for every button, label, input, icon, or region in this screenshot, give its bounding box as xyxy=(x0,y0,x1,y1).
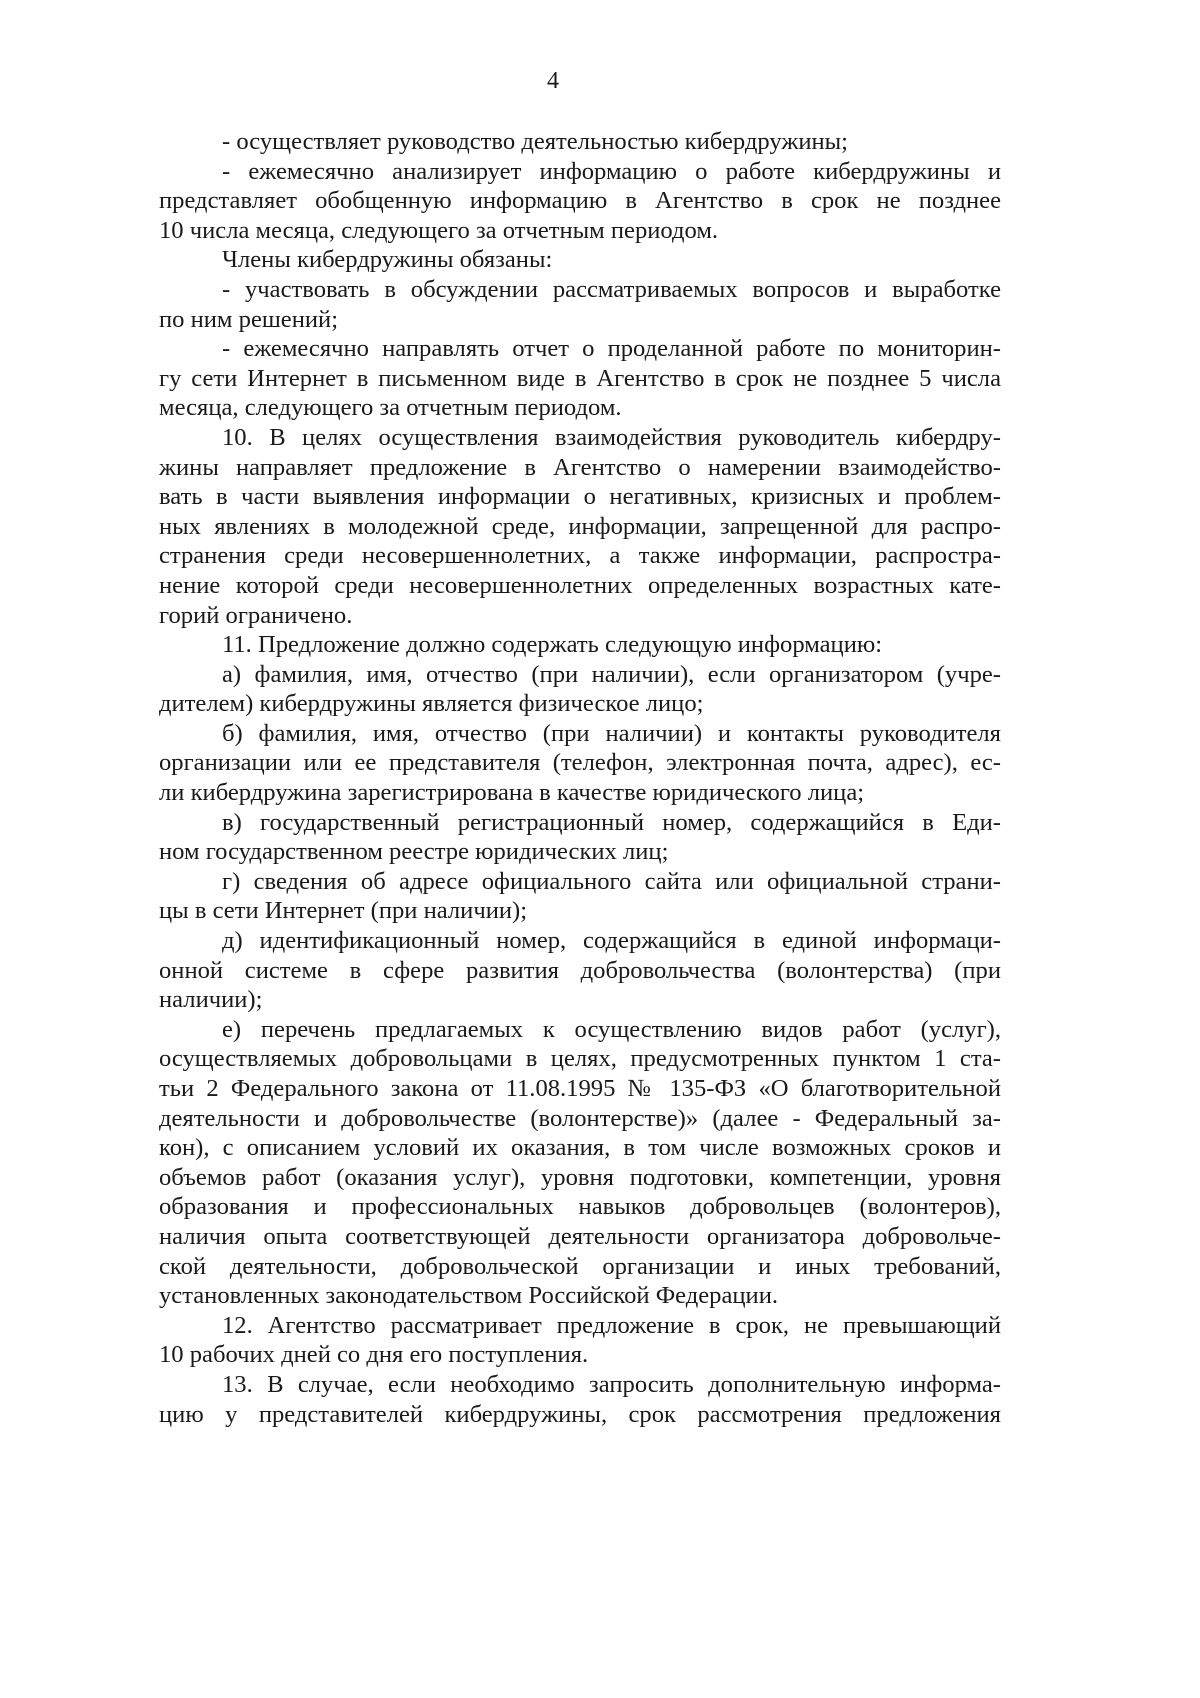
text-line: онной системе в сфере развития добровольчества (волонтерства) (при xyxy=(159,956,1001,984)
paragraph xyxy=(159,275,1001,334)
text-line: дителем) кибердружины является физическое лицо; xyxy=(159,690,704,718)
text-line: ской деятельности, добровольческой организации и иных требований, xyxy=(159,1252,1001,1280)
text-line: 11. Предложение должно содержать следующую информацию: xyxy=(222,631,883,659)
text-line: установленных законодательством Российской Федерации. xyxy=(159,1282,779,1310)
text-line: - осуществляет руководство деятельностью кибердружины; xyxy=(222,128,848,155)
paragraph xyxy=(159,127,1001,157)
paragraph xyxy=(159,1015,1001,1311)
text-line: 10 рабочих дней со дня его поступления. xyxy=(159,1341,589,1369)
text-line: г) сведения об адресе официального сайта или официальной страни- xyxy=(222,867,1001,895)
text-line: образования и профессиональных навыков добровольцев (волонтеров), xyxy=(159,1193,1001,1221)
paragraph xyxy=(159,157,1001,246)
paragraph xyxy=(159,1311,1001,1370)
paragraph xyxy=(159,808,1001,867)
paragraph xyxy=(159,926,1001,1015)
paragraph xyxy=(159,867,1001,926)
text-line: 10. В целях осуществления взаимодействия руководитель кибердру- xyxy=(222,423,1001,451)
text-line: д) идентификационный номер, содержащийся в единой информаци- xyxy=(222,927,1001,955)
text-line: организации или ее представителя (телефон, электронная почта, адрес), ес- xyxy=(159,749,1001,777)
text-line: странения среди несовершеннолетних, а также информации, распростра- xyxy=(159,542,1001,570)
page-number: 4 xyxy=(547,68,559,94)
text-line: представляет обобщенную информацию в Агентство в срок не позднее xyxy=(159,187,1001,215)
paragraph xyxy=(159,423,1001,630)
paragraph xyxy=(159,334,1001,423)
text-line: горий ограничено. xyxy=(159,601,353,629)
text-line: 12. Агентство рассматривает предложение в срок, не превышающий xyxy=(222,1311,1001,1339)
text-line: вать в части выявления информации о негативных, кризисных и проблем- xyxy=(159,483,1001,511)
text-line: ли кибердружина зарегистрирована в качестве юридического лица; xyxy=(159,779,865,807)
text-line: е) перечень предлагаемых к осуществлению видов работ (услуг), xyxy=(222,1015,1001,1043)
document-body xyxy=(159,127,1001,1429)
text-line: тьи 2 Федерального закона от 11.08.1995 № 135-ФЗ «О благотворительной xyxy=(159,1075,1001,1102)
text-line: месяца, следующего за отчетным периодом. xyxy=(159,394,622,422)
paragraph xyxy=(159,719,1001,808)
text-line: объемов работ (оказания услуг), уровня подготовки, компетенции, уровня xyxy=(159,1163,1001,1191)
text-line: жины направляет предложение в Агентство о намерении взаимодейство- xyxy=(159,453,1001,481)
paragraph xyxy=(159,245,1001,275)
paragraph xyxy=(159,660,1001,719)
paragraph xyxy=(159,1370,1001,1429)
text-line: 10 числа месяца, следующего за отчетным периодом. xyxy=(159,216,719,244)
text-line: - ежемесячно анализирует информацию о работе кибердружины и xyxy=(222,157,1001,185)
text-line: по ним решений; xyxy=(159,305,339,333)
text-line: а) фамилия, имя, отчество (при наличии), если организатором (учре- xyxy=(222,660,1001,688)
paragraph xyxy=(159,630,1001,660)
text-line: - участвовать в обсуждении рассматриваемых вопросов и выработке xyxy=(222,275,1001,303)
text-line: ном государственном реестре юридических лиц; xyxy=(159,838,669,866)
text-line: цы в сети Интернет (при наличии); xyxy=(159,897,528,925)
text-line: цию у представителей кибердружины, срок рассмотрения предложения xyxy=(159,1400,1001,1428)
text-line: наличия опыта соответствующей деятельности организатора добровольче- xyxy=(159,1222,1001,1250)
text-line: 13. В случае, если необходимо запросить дополнительную информа- xyxy=(222,1370,1001,1398)
text-line: - ежемесячно направлять отчет о проделанной работе по мониторин- xyxy=(222,335,1001,363)
text-line: в) государственный регистрационный номер, содержащийся в Еди- xyxy=(222,808,1001,836)
text-line: деятельности и добровольчестве (волонтерстве)» (далее - Федеральный за- xyxy=(159,1104,1001,1132)
text-line: гу сети Интернет в письменном виде в Агентство в срок не позднее 5 числа xyxy=(159,364,1001,392)
text-line: нение которой среди несовершеннолетних определенных возрастных кате- xyxy=(159,571,1001,599)
text-line: кон), с описанием условий их оказания, в том числе возможных сроков и xyxy=(159,1134,1001,1162)
text-line: осуществляемых добровольцами в целях, предусмотренных пунктом 1 ста- xyxy=(159,1045,1001,1073)
text-line: Члены кибердружины обязаны: xyxy=(222,246,553,274)
text-line: б) фамилия, имя, отчество (при наличии) и контакты руководителя xyxy=(222,719,1001,747)
text-line: наличии); xyxy=(159,986,263,1014)
text-line: ных явлениях в молодежной среде, информации, запрещенной для распро- xyxy=(159,512,1001,540)
